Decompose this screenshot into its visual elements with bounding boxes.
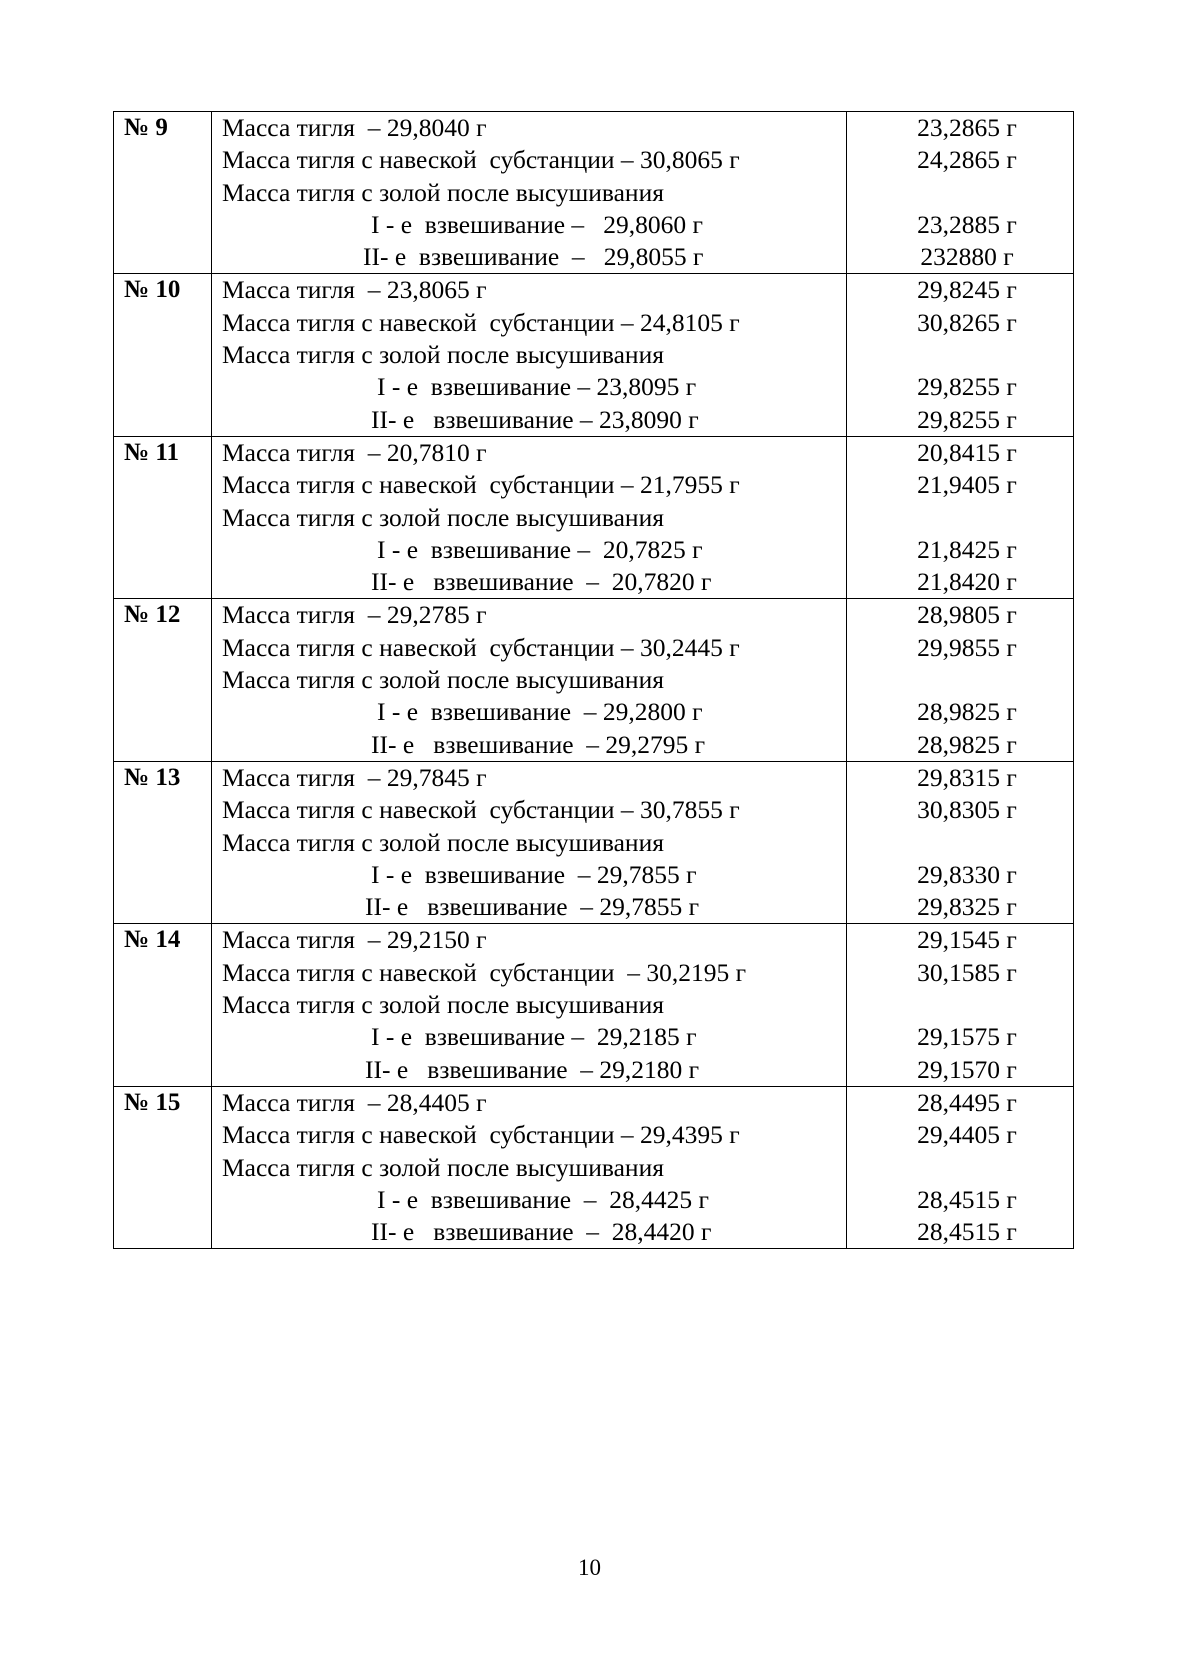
value-line: 29,1545 г: [917, 925, 1017, 955]
value-cell: [847, 599, 1074, 761]
sample-number-cell: № 10: [114, 274, 212, 436]
description-line: Масса тигля с навеской субстанции – 21,7955 г: [222, 470, 740, 500]
description-line: Масса тигля – 28,4405 г: [222, 1087, 487, 1117]
value-line: 29,8245 г: [917, 275, 1017, 305]
weighing-line: II- е взвешивание – 29,7855 г: [365, 892, 700, 922]
value-line: [847, 339, 1073, 371]
weighing-line: I - е взвешивание – 29,7855 г: [371, 859, 697, 889]
weighing-line: I - е взвешивание – 29,2185 г: [371, 1022, 697, 1052]
value-line: 29,4405 г: [917, 1120, 1017, 1150]
value-cell: [847, 274, 1074, 436]
sample-number-cell: № 13: [114, 761, 212, 923]
value-line: 21,8420 г: [917, 567, 1017, 597]
description-line: Масса тигля с золой после высушивания: [222, 340, 664, 370]
value-line: 29,8255 г: [917, 404, 1017, 434]
value-line: [847, 502, 1073, 534]
value-line: 29,8325 г: [917, 892, 1017, 922]
table-row: [114, 924, 1074, 1086]
value-line: 21,8425 г: [917, 534, 1017, 564]
value-cell: [847, 436, 1074, 598]
value-line: 30,1585 г: [917, 957, 1017, 987]
value-line: [847, 177, 1073, 209]
value-line: 28,4495 г: [917, 1087, 1017, 1117]
value-line: 28,4515 г: [917, 1217, 1017, 1247]
value-line: 23,2865 г: [917, 113, 1017, 142]
page-number: 10: [578, 1555, 601, 1580]
weighing-line: II- е взвешивание – 29,2180 г: [365, 1054, 700, 1084]
table-row: [114, 274, 1074, 436]
value-line: [847, 989, 1073, 1021]
weighing-line: I - е взвешивание – 29,2800 г: [377, 697, 703, 727]
value-line: 29,8330 г: [917, 859, 1017, 889]
measurement-table: [113, 111, 1074, 1249]
value-line: 29,8315 г: [917, 762, 1017, 792]
table-row: [114, 761, 1074, 923]
table-row: [114, 436, 1074, 598]
description-cell: [212, 1086, 847, 1248]
value-line: 28,4515 г: [917, 1184, 1017, 1214]
description-cell: [212, 599, 847, 761]
measurement-table-body: [114, 112, 1074, 1249]
value-cell: [847, 761, 1074, 923]
description-line: Масса тигля с золой после высушивания: [222, 177, 664, 207]
value-cell: [847, 112, 1074, 274]
value-line: 20,8415 г: [917, 437, 1017, 467]
sample-number-cell: № 9: [114, 112, 212, 274]
weighing-line: I - е взвешивание – 28,4425 г: [377, 1184, 709, 1214]
description-cell: [212, 924, 847, 1086]
weighing-line: II- е взвешивание – 29,2795 г: [371, 729, 706, 759]
description-cell: [212, 436, 847, 598]
sample-number-cell: № 14: [114, 924, 212, 1086]
description-line: Масса тигля – 29,2150 г: [222, 925, 487, 955]
value-line: 28,9825 г: [917, 697, 1017, 727]
description-line: Масса тигля с навеской субстанции – 30,2195 г: [222, 957, 747, 987]
description-cell: [212, 761, 847, 923]
description-line: Масса тигля с навеской субстанции – 24,8105 г: [222, 307, 740, 337]
weighing-line: I - е взвешивание – 23,8095 г: [377, 372, 697, 402]
sample-number-cell: № 11: [114, 436, 212, 598]
description-line: Масса тигля – 20,7810 г: [222, 437, 487, 467]
weighing-line: II- е взвешивание – 20,7820 г: [371, 567, 712, 597]
value-line: 21,9405 г: [917, 470, 1017, 500]
weighing-line: I - е взвешивание – 29,8060 г: [371, 209, 703, 239]
description-line: Масса тигля – 23,8065 г: [222, 275, 487, 305]
value-line: 24,2865 г: [917, 145, 1017, 175]
value-line: 29,8255 г: [917, 372, 1017, 402]
description-line: Масса тигля – 29,7845 г: [222, 762, 487, 792]
description-line: Масса тигля с золой после высушивания: [222, 827, 664, 857]
description-cell: [212, 112, 847, 274]
description-line: Масса тигля с золой после высушивания: [222, 1152, 664, 1182]
value-line: 30,8265 г: [917, 307, 1017, 337]
table-row: [114, 1086, 1074, 1248]
sample-number-cell: № 15: [114, 1086, 212, 1248]
weighing-line: II- е взвешивание – 28,4420 г: [371, 1217, 712, 1247]
value-line: [847, 664, 1073, 696]
value-cell: [847, 1086, 1074, 1248]
value-line: 28,9825 г: [917, 729, 1017, 759]
value-line: 29,9855 г: [917, 632, 1017, 662]
value-line: [847, 1152, 1073, 1184]
description-cell: [212, 274, 847, 436]
description-line: Масса тигля с навеской субстанции – 30,8065 г: [222, 145, 740, 175]
description-line: Масса тигля с золой после высушивания: [222, 665, 664, 695]
description-line: Масса тигля с навеской субстанции – 30,2445 г: [222, 632, 740, 662]
weighing-line: II- е взвешивание – 29,8055 г: [363, 242, 704, 272]
value-line: 232880 г: [920, 242, 1014, 272]
table-row: [114, 599, 1074, 761]
value-cell: [847, 924, 1074, 1086]
description-line: Масса тигля – 29,8040 г: [222, 113, 487, 142]
weighing-line: I - е взвешивание – 20,7825 г: [377, 534, 703, 564]
weighing-line: II- е взвешивание – 23,8090 г: [371, 404, 699, 434]
description-line: Масса тигля с навеской субстанции – 30,7855 г: [222, 795, 740, 825]
value-line: 30,8305 г: [917, 795, 1017, 825]
description-line: Масса тигля – 29,2785 г: [222, 600, 487, 630]
value-line: 29,1575 г: [917, 1022, 1017, 1052]
value-line: [847, 827, 1073, 859]
description-line: Масса тигля с навеской субстанции – 29,4395 г: [222, 1120, 740, 1150]
value-line: 23,2885 г: [917, 209, 1017, 239]
table-row: [114, 112, 1074, 274]
description-line: Масса тигля с золой после высушивания: [222, 502, 664, 532]
description-line: Масса тигля с золой после высушивания: [222, 990, 664, 1020]
value-line: 28,9805 г: [917, 600, 1017, 630]
value-line: 29,1570 г: [917, 1054, 1017, 1084]
sample-number-cell: № 12: [114, 599, 212, 761]
